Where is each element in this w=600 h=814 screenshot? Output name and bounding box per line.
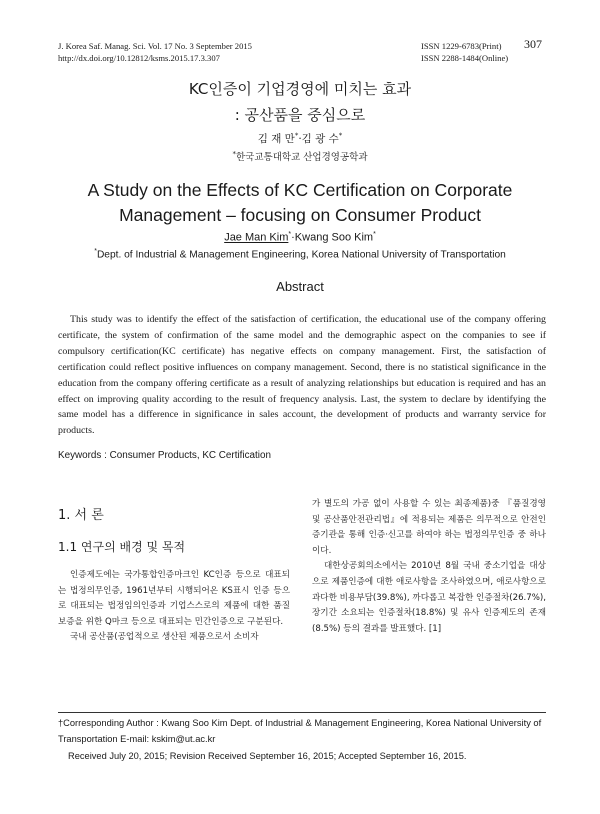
english-title-line2: Management – focusing on Consumer Product [119, 205, 481, 225]
issn-print: ISSN 1229-6783(Print) [421, 41, 502, 51]
korean-author-2: 김 광 수 [301, 133, 339, 145]
english-affiliation-mark: * [94, 248, 97, 255]
korean-author-2-mark: * [338, 131, 343, 140]
english-title-line1: A Study on the Effects of KC Certification on Corporate [87, 180, 513, 200]
right-paragraph-2: 대한상공회의소에서는 2010년 8월 국내 중소기업을 대상으로 제품인증에 대한 애로사항을 조사하였으며, 애로사항으로 과다한 비용부담(39.8%), 까다롭고 복잡한 인증절차(26.7%), 장기간 소요되는 인증절차(18.8%) 및 유사 인증제도의 존재(8.5%) 등의 결과를 발표했다. [1] [312, 561, 546, 634]
korean-author-1: 김 재 만 [257, 133, 295, 145]
keywords: Keywords : Consumer Products, KC Certification [58, 450, 271, 461]
korean-author-1-mark: * [294, 131, 299, 140]
left-paragraph-2: 국내 공산품(공업적으로 생산된 제품으로서 소비자 [70, 632, 259, 643]
english-author-separator: · [291, 231, 295, 244]
right-paragraph-1: 가 별도의 가공 없이 사용할 수 있는 최종제품)중 『품질경영 및 공산품안전관리법』에 적용되는 제품은 의무적으로 안전인증기관을 통해 인증·신고를 하여야 하는 법정의무인증 중 하나이다. [312, 499, 546, 556]
korean-affiliation [0, 149, 600, 163]
section-1-1-heading: 1.1 연구의 배경 및 목적 [58, 540, 186, 554]
korean-title-line1: KC인증이 기업경영에 미치는 효과 [188, 80, 412, 98]
journal-citation: J. Korea Saf. Manag. Sci. Vol. 17 No. 3 September 2015 [58, 41, 252, 51]
english-affiliation-text: Dept. of Industrial & Management Engineering, Korea National University of Transportation [96, 249, 506, 261]
corresponding-author-note: †Corresponding Author : Kwang Soo Kim Dept. of Industrial & Management Engineering, Korea National University of Transportation E-mail: kskim@ut.ac.kr [58, 718, 542, 744]
english-affiliation [0, 248, 600, 260]
left-column-body [58, 568, 290, 646]
korean-affiliation-text: 한국교통대학교 산업경영공학과 [236, 152, 368, 163]
abstract-heading: Abstract [276, 279, 324, 294]
doi-link[interactable]: http://dx.doi.org/10.12812/ksms.2015.17.3.307 [58, 53, 220, 63]
received-dates: Received July 20, 2015; Revision Received September 16, 2015; Accepted September 16, 2015. [68, 751, 467, 761]
english-author-1-mark: * [288, 231, 292, 238]
issn-online: ISSN 2288-1484(Online) [421, 53, 509, 63]
english-author-2-mark: * [373, 231, 376, 238]
footnote-divider [58, 712, 546, 713]
english-authors [0, 231, 600, 244]
english-author-1: Jae Man Kim [224, 231, 289, 244]
english-author-2: Kwang Soo Kim [294, 231, 374, 244]
left-paragraph-1: 인증제도에는 국가통합인증마크인 KC인증 등으로 대표되는 법정의무인증, 1961년부터 시행되어온 KS표시 인증 등으로 대표되는 법정임의인증과 기업스스로의 제품에 대한 품질보증을 위한 Q마크 등으로 대표되는 민간인증으로 구분된다. [58, 570, 290, 627]
korean-author-separator: · [298, 133, 302, 145]
right-column-body [312, 497, 546, 637]
page-number: 307 [524, 37, 542, 51]
korean-authors [0, 131, 600, 146]
korean-affiliation-mark: * [232, 149, 236, 158]
korean-title-line2: : 공산품을 중심으로 [234, 106, 366, 124]
abstract-body: This study was to identify the effect of the satisfaction of certification, the educational use of the company offering certificate, the system of confirmation of the same model and the demographic aspect on the companies to see if compulsory certification(KC certificate) has negative effects on company management. First, the satisfaction of certification could reflect positive influences on company management. Second, there is no statistical significance in the education from the company offering certificate as a result of analyzing relationships but education is required and has an effect on improving quality according to the result of frequency analysis. Last, the system to declare by identifying the same model has a difference in significance in sales account, the development of products and warranty service for products. [58, 314, 546, 437]
section-1-heading: 1. 서 론 [58, 508, 104, 523]
